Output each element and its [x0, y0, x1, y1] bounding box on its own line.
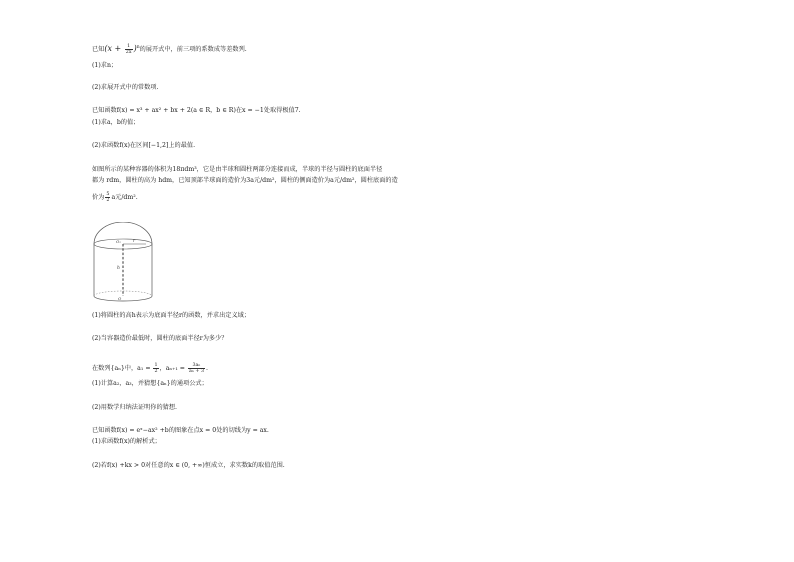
hemisphere-cylinder-diagram — [90, 222, 156, 308]
q2-stem: 已知函数f(x) = x³ + ax² + bx + 2(a ∈ R，b ∈ R)在x = −1处取得极值7. — [92, 107, 301, 114]
q1-part2: (2)求展开式中的常数项. — [92, 84, 159, 91]
bottom-ellipse-front — [94, 296, 152, 301]
q3-stem-line3: 价为 $\frac{5}{2}$ a元/dm². — [92, 192, 138, 203]
q1-expr-close: ) — [133, 44, 137, 54]
q4-fraction-recurrence: $\frac{\text{3aₙ}}{\text{aₙ + 3}}$ — [188, 363, 205, 374]
q1-stem — [92, 44, 247, 55]
label-o: O — [118, 296, 122, 301]
q2-part2: (2)求函数f(x)在区间[−1,2]上的最值. — [92, 142, 196, 149]
q3-fraction: $\frac{5}{2}$ — [106, 192, 110, 203]
q4-stem: 在数列{aₙ}中，a₁ = $\frac{1}{2}$ ，aₙ₊₁ = $\frac{\text{3aₙ}}{\text{aₙ + 3}}$ . — [92, 363, 208, 374]
q4-part2: (2)用数学归纳法证明你的猜想. — [92, 404, 177, 411]
q1-exponent: n — [136, 45, 140, 50]
label-h: h — [117, 266, 120, 271]
q1-stem-suffix: 的展开式中，前三项的系数成等差数列. — [139, 46, 247, 54]
q3-stem-line1: 如图所示的某种容器的体积为18πdm³，它是由半球和圆柱两部分连接而成，半球的半径与圆柱的底面半径 — [92, 166, 383, 173]
q1-stem-prefix: 已知 — [92, 46, 105, 54]
q1-expr-open: (x + — [104, 44, 124, 54]
q5-stem: 已知函数f(x) = eˣ−ax² +b的图象在点x = 0处的切线为y = ax. — [92, 427, 269, 434]
label-o1: O₁ — [116, 239, 121, 244]
q3-part1: (1)将圆柱的高h表示为底面半径r的函数，并求出定义域； — [92, 312, 251, 319]
q4-part1: (1)计算a₂，a₃，并猜想{aₙ}的通项公式； — [92, 380, 208, 387]
q1-fraction: $\frac{1}{2x}$ — [125, 44, 132, 56]
q2-part1: (1)求a，b的值； — [92, 119, 140, 126]
container-figure — [90, 222, 156, 308]
q5-part1: (1)求函数f(x)的解析式； — [92, 438, 161, 445]
q3-stem-line2: 都为 rdm，圆柱的高为 hdm，已知顶部半球面的造价为3a元/dm²，圆柱的侧面造价为a元/dm²，圆柱底面的造 — [92, 177, 398, 184]
q3-part2: (2)当容器造价最低时，圆柱的底面半径r为多少？ — [92, 335, 228, 342]
q4-fraction-a1: $\frac{1}{2}$ — [154, 363, 158, 374]
label-r: r — [133, 239, 136, 244]
q5-part2: (2)若f(x) +kx > 0对任意的x ∈ (0, +∞)恒成立，求实数k的取值范围. — [92, 462, 285, 469]
q1-part1: (1)求n； — [92, 62, 118, 69]
